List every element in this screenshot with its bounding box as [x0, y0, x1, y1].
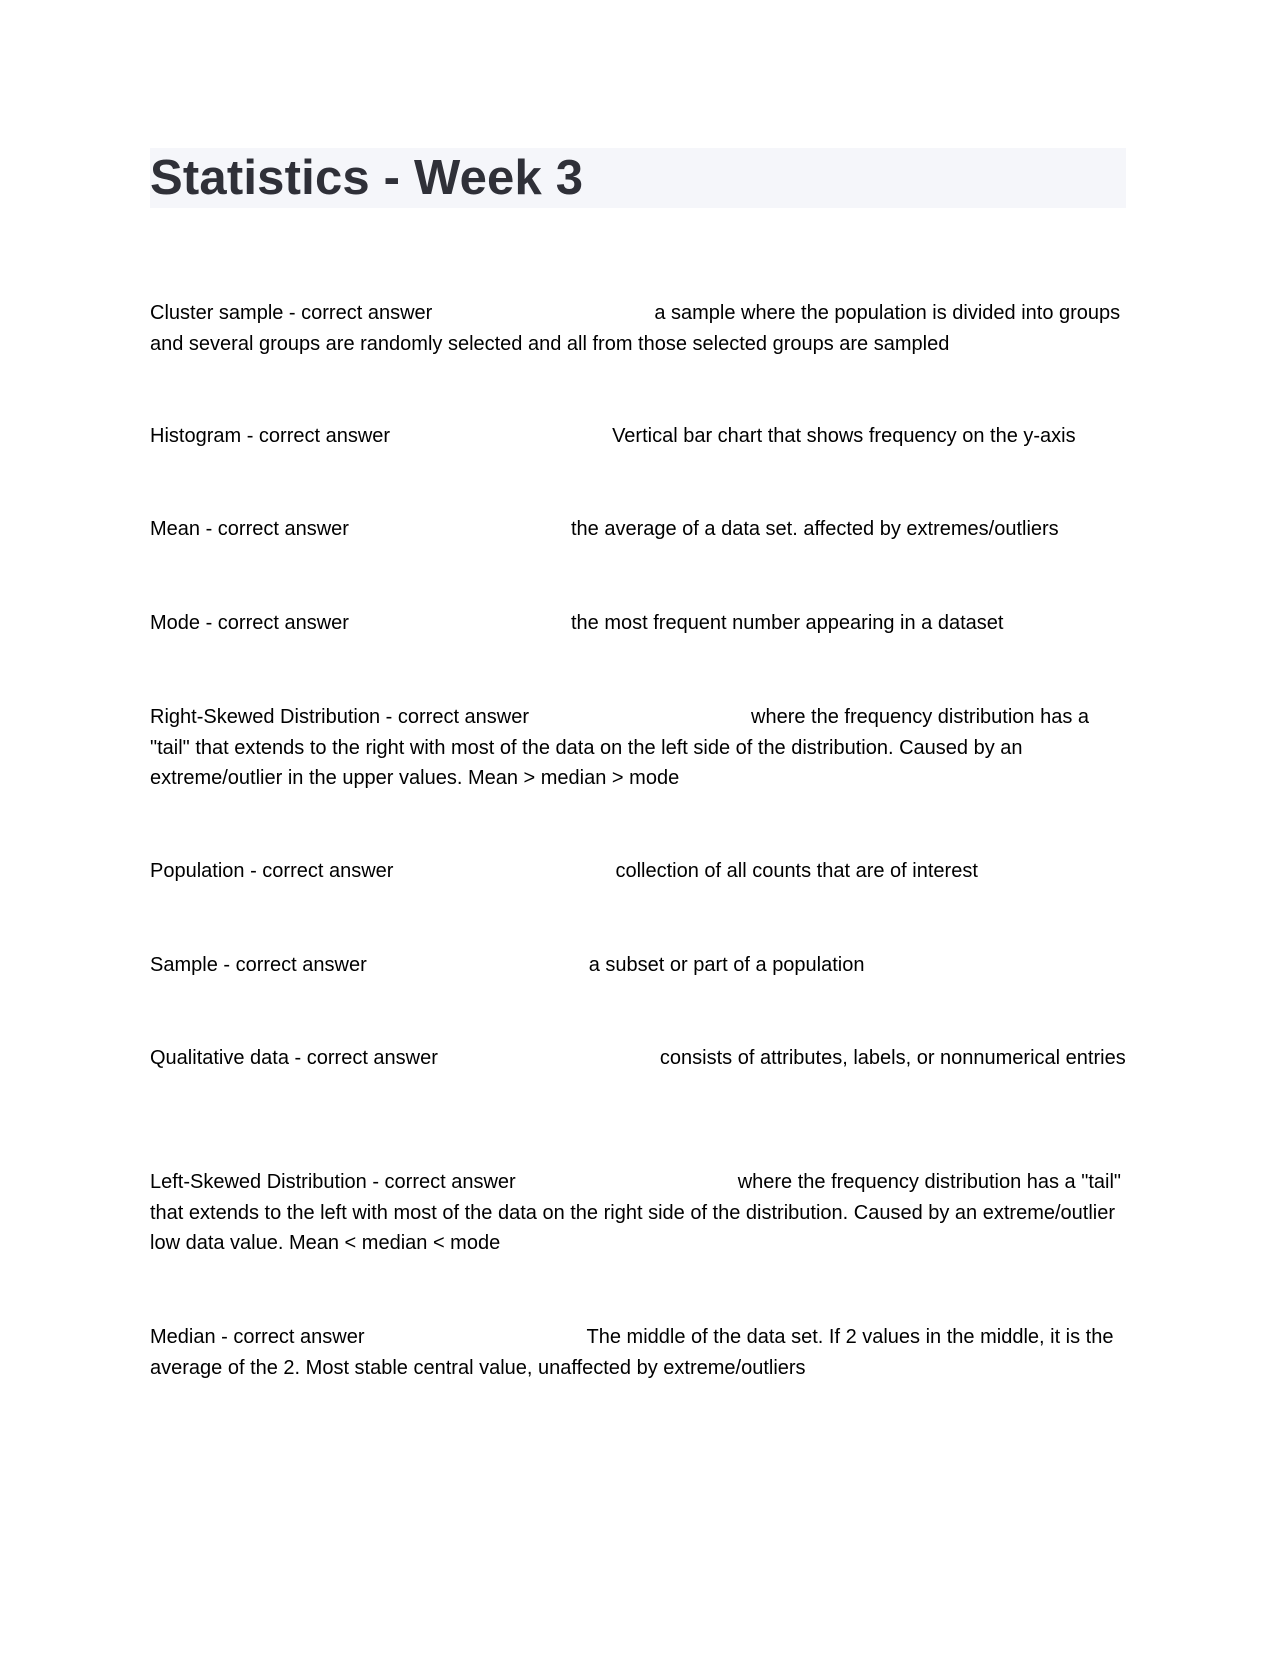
entry-definition: the average of a data set. affected by extremes/outliers: [570, 518, 1059, 540]
entry-term: Population - correct answer: [150, 860, 394, 882]
entry-left-skewed-distribution: [150, 1167, 1126, 1259]
entry-right-skewed-distribution: [150, 702, 1126, 794]
entry-definition: collection of all counts that are of interest: [615, 860, 978, 882]
document-page: [150, 148, 1126, 1379]
entry-population: [150, 856, 1126, 887]
entry-definition: a sample where the population is divided into groups and several groups are randomly selected and all from those selected groups are sampled: [150, 302, 1121, 355]
entry-term: Histogram - correct answer: [150, 425, 391, 447]
entry-histogram: [150, 421, 1126, 452]
entry-definition: The middle of the data set. If 2 values in the middle, it is the average of the 2. Most stable central value, unaffected by extreme/outliers: [150, 1326, 1114, 1379]
entry-definition: a subset or part of a population: [588, 954, 865, 976]
entry-term: Cluster sample - correct answer: [150, 302, 433, 324]
entry-definition: Vertical bar chart that shows frequency on the y-axis: [612, 425, 1076, 447]
title-banner: [150, 148, 1126, 208]
entry-definition: where the frequency distribution has a "tail" that extends to the left with most of the data on the right side of the distribution. Caused by an extreme/outlier low data value. Mean < median < mode: [150, 1171, 1122, 1254]
entry-term: Left-Skewed Distribution - correct answer: [150, 1171, 516, 1193]
entry-definition: the most frequent number appearing in a dataset: [570, 612, 1004, 634]
entry-definition: where the frequency distribution has a "tail" that extends to the right with most of the data on the left side of the distribution. Caused by an extreme/outlier in the upper values. Mean > median > mode: [150, 706, 1090, 789]
entry-qualitative-data: [150, 1043, 1126, 1074]
entry-term: Right-Skewed Distribution - correct answer: [150, 706, 530, 728]
entry-cluster-sample: [150, 298, 1126, 359]
entry-term: Mode - correct answer: [150, 612, 349, 634]
page-title: Statistics - Week 3: [150, 151, 584, 205]
entry-term: Median - correct answer: [150, 1326, 365, 1348]
entry-mean: [150, 514, 1126, 545]
entry-definition: consists of attributes, labels, or nonnumerical entries: [659, 1047, 1126, 1069]
entry-mode: [150, 608, 1126, 639]
entry-term: Sample - correct answer: [150, 954, 367, 976]
entry-term: Mean - correct answer: [150, 518, 349, 540]
entry-sample: [150, 950, 1126, 981]
entry-term: Qualitative data - correct answer: [150, 1047, 438, 1069]
entry-median: [150, 1322, 1126, 1383]
